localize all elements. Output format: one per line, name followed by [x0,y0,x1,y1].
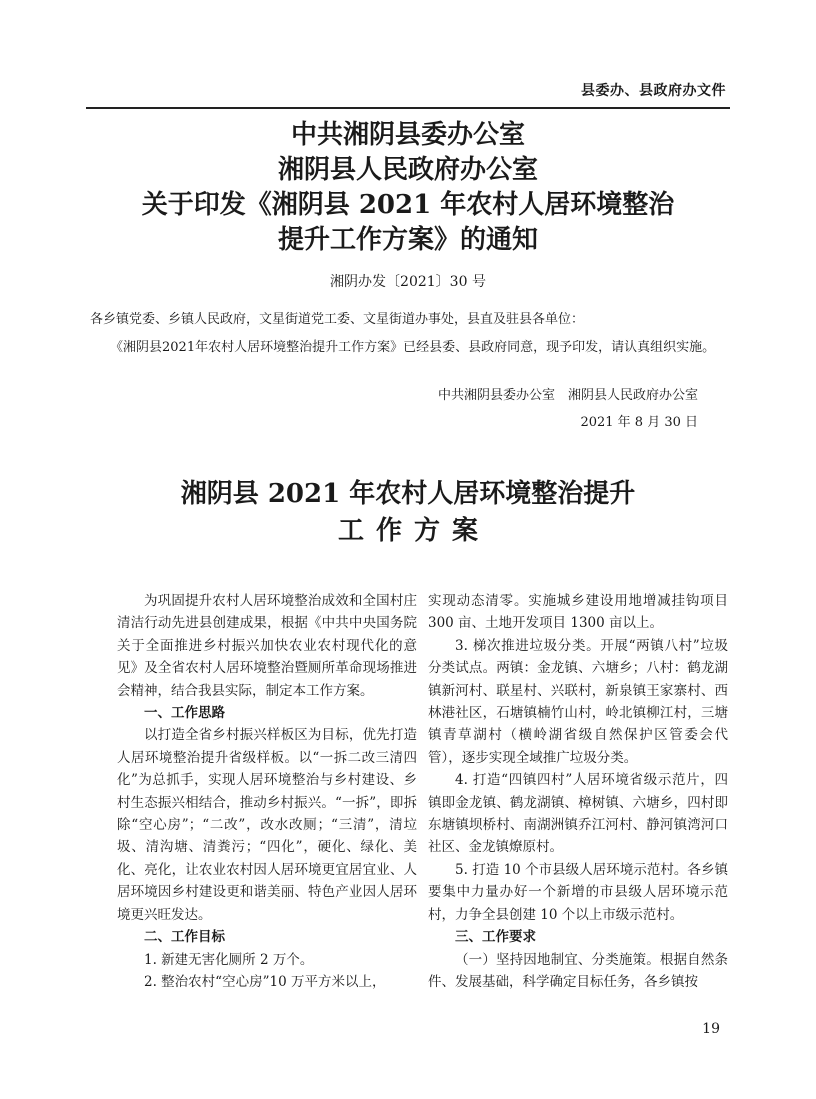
issue-date: 2021 年 8 月 30 日 [580,415,698,430]
paragraph: 为巩固提升农村人居环境整治成效和全国村庄清洁行动先进县创建成果，根据《中共中央国务院关于全面推进乡村振兴加快农业农村现代化的意见》及全省农村人居环境整治暨厕所革命现场推进会精神，结合我县实际，制定本工作方案。 [117,593,417,699]
section-label: 县委办、县政府办文件 [581,83,726,99]
list-item: 3. 梯次推进垃圾分类。开展“两镇八村”垃圾分类试点。两镇：金龙镇、六塘乡；八村：鹤龙湖镇新河村、联星村、兴联村，新泉镇王家寨村、西林港社区，石塘镇楠竹山村，岭北镇柳江村，三塘镇青草湖村（横岭湖省级自然保护区管委会代管），逐步实现全域推广垃圾分类。 [428,637,728,766]
document-number: 湘阴办发〔2021〕30 号 [330,274,486,290]
issuer: 中共湘阴县委办公室 湘阴县人民政府办公室 [437,388,698,403]
addressee: 各乡镇党委、乡镇人民政府，文星街道党工委、文星街道办事处，县直及驻县各单位： [90,312,585,327]
notice-title-line: 湘阴县人民政府办公室 [277,155,538,185]
section-heading: 二、工作目标 [144,929,225,946]
notice-title-line: 中共湘阴县委办公室 [290,120,525,150]
list-item: 4. 打造“四镇四村”人居环境省级示范片，四镇即金龙镇、鹤龙湖镇、樟树镇、六塘乡，四村即东塘镇坝桥村、南湖洲镇乔江河村、静河镇湾河口社区、金龙镇燎原村。 [428,772,728,856]
paragraph-continued: 实现动态清零。实施城乡建设用地增减挂钩项目 300 亩、土地开发项目 1300 亩以上。 [428,593,728,632]
left-column [117,590,417,993]
section-heading: 一、工作思路 [144,705,225,722]
list-item: 2. 整治农村“空心房”10 万平方米以上， [144,973,386,990]
page-number: 19 [702,1021,720,1037]
plan-subtitle: 工作方案 [337,516,490,546]
notice-title [0,118,816,258]
list-item: （一）坚持因地制宜、分类施策。根据自然条件、发展基础，科学确定目标任务，各乡镇按 [428,951,728,990]
section-heading: 三、工作要求 [455,929,536,946]
notice-title-line: 关于印发《湘阴县 2021 年农村人居环境整治 [141,190,675,220]
notice-title-line: 提升工作方案》的通知 [277,225,538,255]
list-item: 5. 打造 10 个市县级人居环境示范村。各乡镇要集中力量办好一个新增的市县级人居环境示范村，力争全县创建 10 个以上市级示范村。 [428,861,728,923]
paragraph: 以打造全省乡村振兴样板区为目标，优先打造人居环境整治提升省级样板。以“一拆二改三清四化”为总抓手，实现人居环境整治与乡村建设、乡村生态振兴相结合，推动乡村振兴。“一拆”，即拆除“空心房”；“二改”，改水改厕；“三清”，清垃圾、清沟塘、清粪污；“四化”，硬化、绿化、美化、亮化，让农业农村因人居环境更宜居宜业、人居环境因乡村建设更和谐美丽、特色产业因人居环境更兴旺发达。 [117,727,417,923]
plan-title-line: 湘阴县 2021 年农村人居环境整治提升 [180,479,636,509]
right-column [428,590,728,993]
plan-title [0,476,816,550]
intro-text: 《湘阴县2021年农村人居环境整治提升工作方案》已经县委、县政府同意，现予印发，请认真组织实施。 [110,340,716,355]
header-rule [86,107,730,109]
list-item: 1. 新建无害化厕所 2 万个。 [144,951,314,968]
